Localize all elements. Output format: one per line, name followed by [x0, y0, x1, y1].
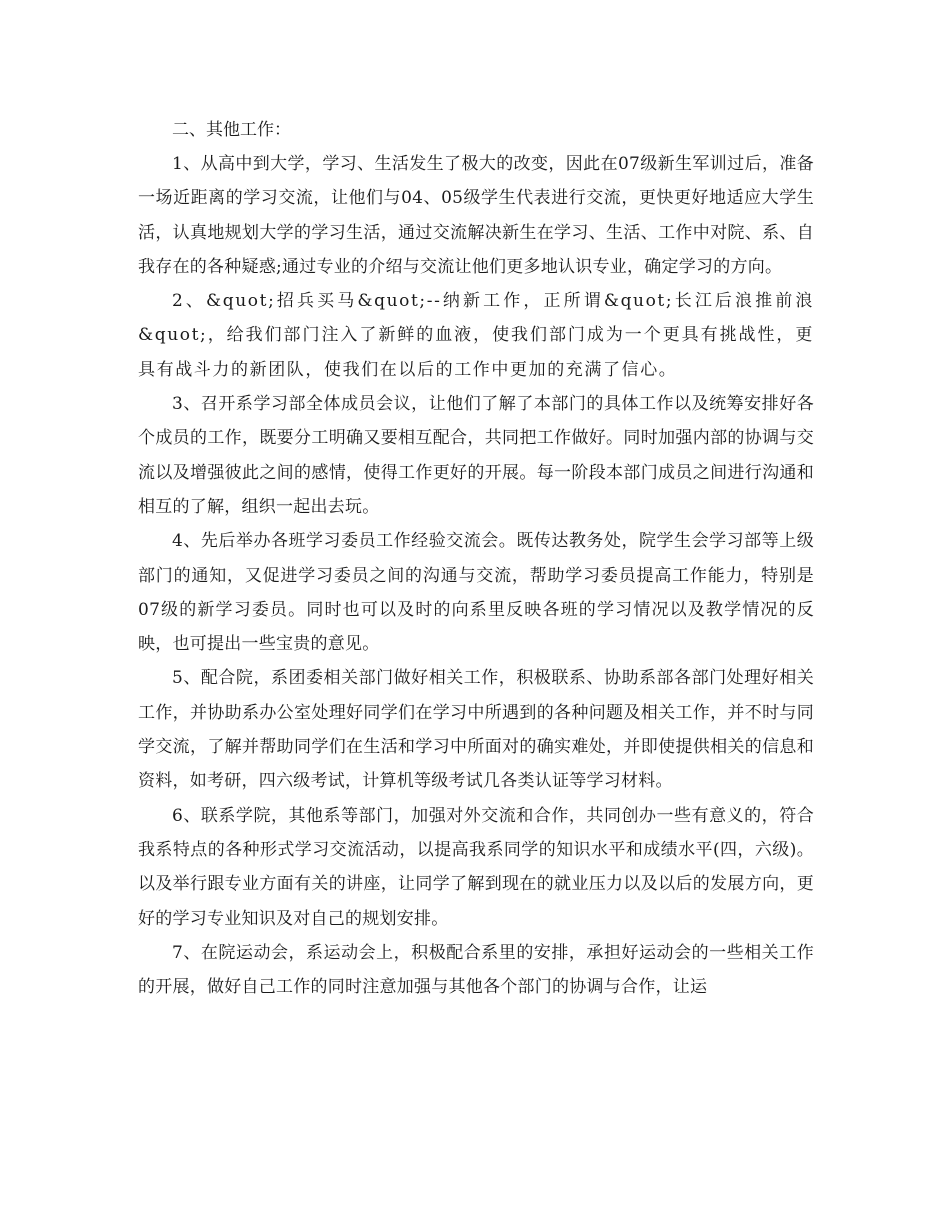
- paragraph-1: 1、从高中到大学，学习、生活发生了极大的改变，因此在07级新生军训过后，准备一场近距离的学习交流，让他们与04、05级学生代表进行交流，更快更好地适应大学生活，认真地规划大学的学习生活，通过交流解决新生在学习、生活、工作中对院、系、自我存在的各种疑惑;通过专业的介绍与交流让他们更多地认识专业，确定学习的方向。: [138, 154, 814, 277]
- section-heading: 二、其他工作：: [172, 120, 291, 140]
- paragraph-6: 6、联系学院，其他系等部门，加强对外交流和合作，共同创办一些有意义的，符合我系特点的各种形式学习交流活动，以提高我系同学的知识水平和成绩水平(四，六级)。以及举行跟专业方面有关的讲座，让同学了解到现在的就业压力以及以后的发展方向，更好的学习专业知识及对自己的规划安排。: [138, 805, 814, 929]
- paragraph-4: 4、先后举办各班学习委员工作经验交流会。既传达教务处，院学生会学习部等上级部门的通知，又促进学习委员之间的沟通与交流，帮助学习委员提高工作能力，特别是07级的新学习委员。同时也可以及时的向系里反映各班的学习情况以及教学情况的反映，也可提出一些宝贵的意见。: [138, 531, 814, 655]
- paragraph-2: 2、&quot;招兵买马&quot;--纳新工作，正所谓&quot;长江后浪推前浪&quot;，给我们部门注入了新鲜的血液，使我们部门成为一个更具有挑战性，更具有战斗力的新团队，使我们在以后的工作中更加的充满了信心。: [138, 291, 814, 380]
- document-body: [138, 113, 814, 1004]
- paragraph-5: 5、配合院，系团委相关部门做好相关工作，积极联系、协助系部各部门处理好相关工作，并协助系办公室处理好同学们在学习中所遇到的各种问题及相关工作，并不时与同学交流，了解并帮助同学们在生活和学习中所面对的确实难处，并即使提供相关的信息和资料，如考研，四六级考试，计算机等级考试几各类认证等学习材料。: [138, 668, 814, 792]
- paragraph-3: 3、召开系学习部全体成员会议，让他们了解了本部门的具体工作以及统筹安排好各个成员的工作，既要分工明确又要相互配合，共同把工作做好。同时加强内部的协调与交流以及增强彼此之间的感情，使得工作更好的开展。每一阶段本部门成员之间进行沟通和相互的了解，组织一起出去玩。: [138, 394, 814, 517]
- paragraph-7: 7、在院运动会，系运动会上，积极配合系里的安排，承担好运动会的一些相关工作的开展，做好自己工作的同时注意加强与其他各个部门的协调与合作，让运: [138, 942, 814, 998]
